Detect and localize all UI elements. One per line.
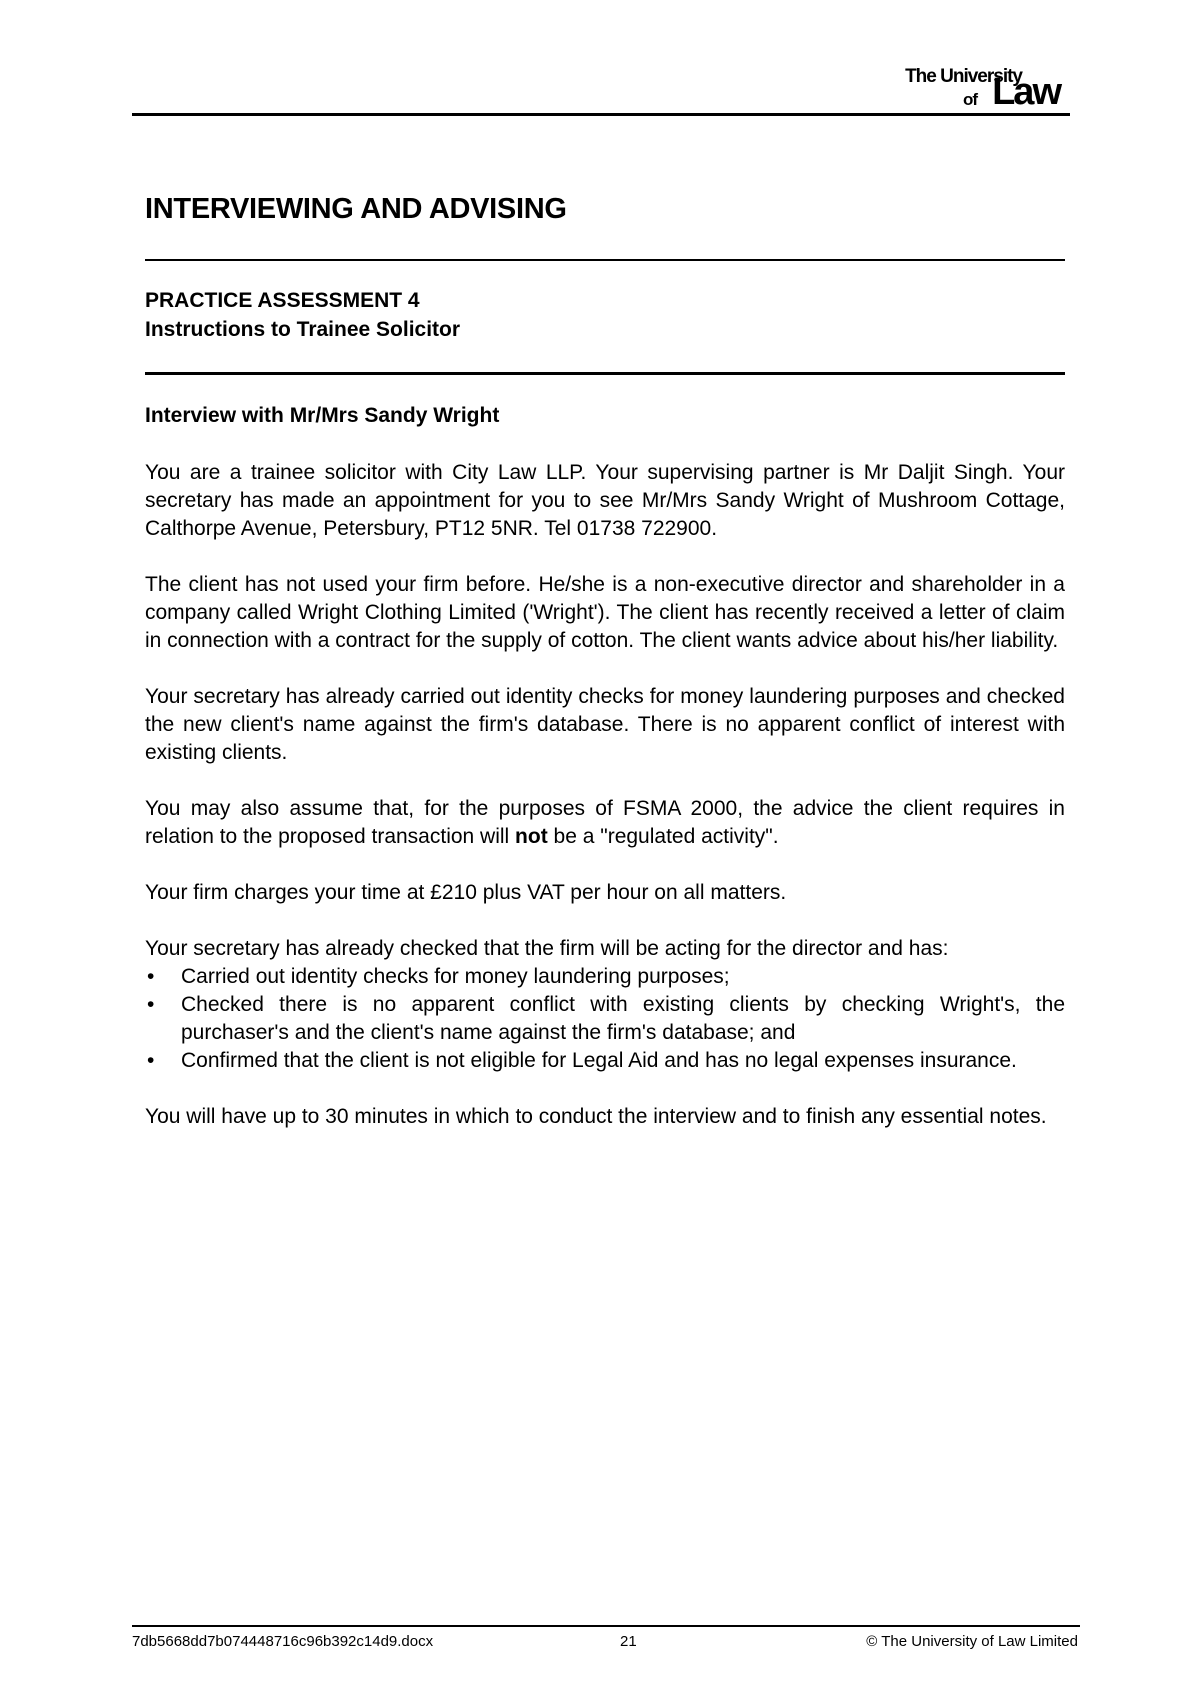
fsma-text-after: be a "regulated activity". <box>547 825 779 848</box>
paragraph-charges: Your firm charges your time at £210 plus VAT per hour on all matters. <box>145 881 787 904</box>
paragraph-secretary-intro: Your secretary has already checked that the firm will be acting for the director and has: <box>145 937 949 960</box>
paragraph-appointment: You are a trainee solicitor with City Law LLP. Your supervising partner is Mr Daljit Singh. Your secretary has made an appointment for you to see Mr/Mrs Sandy Wright of Mushroom Cottage, Calthorpe Avenue, Petersbury, PT12 5NR. Tel 01738 722900. <box>145 461 1065 540</box>
paragraph-client-background: The client has not used your firm before. He/she is a non-executive director and shareholder in a company called Wright Clothing Limited ('Wright'). The client has recently received a letter of claim in connection with a contract for the supply of cotton. The client wants advice about his/her liability. <box>145 573 1065 652</box>
bullet-icon: • <box>147 1049 155 1072</box>
list-item <box>145 1047 1065 1075</box>
logo-text-line1: The University <box>905 66 1022 87</box>
document-body <box>145 459 1065 1159</box>
title-divider <box>145 259 1065 261</box>
paragraph-closing: You will have up to 30 minutes in which to conduct the interview and to finish any essential notes. <box>145 1105 1047 1128</box>
assessment-heading: PRACTICE ASSESSMENT 4 <box>145 289 420 312</box>
list-item <box>145 963 1065 991</box>
section-divider <box>145 372 1065 375</box>
page-title: INTERVIEWING AND ADVISING <box>145 193 567 225</box>
bullet-icon: • <box>147 993 155 1016</box>
logo-text-line2: of <box>962 90 977 109</box>
paragraph-fsma <box>145 795 1065 851</box>
fsma-bold-not: not <box>515 825 548 848</box>
list-item <box>145 991 1065 1047</box>
footer-rule <box>132 1625 1080 1627</box>
header-rule <box>132 113 1070 116</box>
list-item-text: Checked there is no apparent conflict with existing clients by checking Wright's, the purchaser's and the client's name against the firm's database; and <box>181 993 1065 1044</box>
list-item-text: Confirmed that the client is not eligible for Legal Aid and has no legal expenses insurance. <box>181 1049 1017 1072</box>
footer-page-number: 21 <box>620 1633 637 1650</box>
footer-copyright: © The University of Law Limited <box>866 1633 1078 1650</box>
bullet-list <box>145 963 1065 1075</box>
interview-heading: Interview with Mr/Mrs Sandy Wright <box>145 404 500 427</box>
list-item-text: Carried out identity checks for money laundering purposes; <box>181 965 730 988</box>
paragraph-identity-checks: Your secretary has already carried out identity checks for money laundering purposes and checked the new client's name against the firm's database. There is no apparent conflict of interest with existing clients. <box>145 685 1065 764</box>
bullet-icon: • <box>147 965 155 988</box>
university-logo <box>840 62 1060 113</box>
logo-text-line3: Law <box>992 71 1060 113</box>
footer-filename: 7db5668dd7b074448716c96b392c14d9.docx <box>132 1633 434 1650</box>
fsma-text-before: You may also assume that, for the purposes of FSMA 2000, the advice the client requires in relation to the proposed transaction will <box>145 797 1065 848</box>
instructions-heading: Instructions to Trainee Solicitor <box>145 318 461 341</box>
